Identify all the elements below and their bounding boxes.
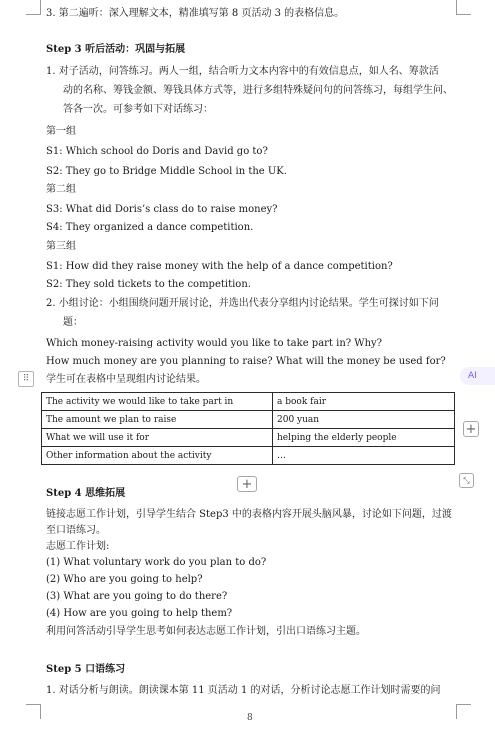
paragraph-line: 志愿工作计划:: [46, 541, 110, 552]
crop-mark-bottom-left: [26, 704, 41, 719]
paragraph-line: 1. 对话分析与朗读。朗读课本第 11 页活动 1 的对话，分析讨论志愿工作计划时需要的问: [46, 685, 441, 696]
table-cell[interactable]: The amount we plan to raise: [42, 411, 273, 429]
drag-handle-icon[interactable]: ⠿: [18, 371, 34, 387]
dialogue-line: S4: They organized a dance competition.: [46, 222, 254, 233]
step5-heading: Step 5 口语练习: [46, 664, 126, 675]
table-row: [42, 393, 455, 411]
table-cell[interactable]: Other information about the activity: [42, 447, 273, 465]
table-cell[interactable]: The activity we would like to take part in: [42, 393, 273, 411]
table-cell[interactable]: helping the elderly people: [273, 429, 455, 447]
plan-question: (3) What are you going to do there?: [46, 591, 228, 602]
dialogue-line: S1: How did they raise money with the help of a dance competition?: [46, 261, 393, 272]
step4-heading: Step 4 思维拓展: [46, 488, 126, 499]
table-cell[interactable]: 200 yuan: [273, 411, 455, 429]
group-label: 第二组: [46, 184, 76, 195]
paragraph-line: 3. 第二遍听：深入理解文本，精准填写第 8 页活动 3 的表格信息。: [46, 8, 345, 19]
plan-question: (2) Who are you going to help?: [46, 574, 203, 585]
add-row-plus-icon[interactable]: +: [237, 476, 257, 492]
paragraph-line: 1. 对子活动，问答练习。两人一组，结合听力文本内容中的有效信息点，如人名、筹款活: [46, 66, 439, 77]
paragraph-line: 至口语练习。: [46, 525, 106, 536]
paragraph-line: 链接志愿工作计划，引导学生结合 Step3 中的表格内容开展头脑风暴，讨论如下问题，过渡: [46, 509, 452, 520]
discussion-question: Which money-raising activity would you like to take part in? Why?: [46, 338, 383, 349]
table-cell[interactable]: …: [273, 447, 455, 465]
crop-mark-top-left: [26, 0, 41, 15]
dialogue-line: S3: What did Doris’s class do to raise money?: [46, 204, 278, 215]
ai-assistant-button[interactable]: AI: [460, 367, 495, 385]
dialogue-line: S2: They sold tickets to the competition.: [46, 279, 251, 290]
table-row: [42, 447, 455, 465]
dialogue-line: S2: They go to Bridge Middle School in the UK.: [46, 166, 287, 177]
plan-question: (4) How are you going to help them?: [46, 608, 233, 619]
table-row: [42, 429, 455, 447]
resize-icon[interactable]: ⤡: [459, 473, 474, 488]
table-cell[interactable]: What we will use it for: [42, 429, 273, 447]
discussion-table[interactable]: [41, 392, 455, 465]
paragraph-line: 动的名称、筹钱金额、筹钱具体方式等，进行多组特殊疑问句的问答练习，每组学生问、: [63, 85, 453, 96]
discussion-question: How much money are you planning to raise? What will the money be used for?: [46, 356, 446, 367]
plan-question: (1) What voluntary work do you plan to do?: [46, 557, 267, 568]
paragraph-line: 利用问答活动引导学生思考如何表达志愿工作计划，引出口语练习主题。: [46, 626, 366, 637]
dialogue-line: S1: Which school do Doris and David go to?: [46, 146, 268, 157]
group-label: 第一组: [46, 126, 76, 137]
step3-heading: Step 3 听后活动：巩固与拓展: [46, 44, 186, 55]
page-number: 8: [247, 713, 253, 723]
paragraph-line: 答各一次。可参考如下对话练习：: [63, 104, 213, 115]
add-column-plus-icon[interactable]: +: [463, 421, 479, 437]
table-cell[interactable]: a book fair: [273, 393, 455, 411]
table-row: [42, 411, 455, 429]
paragraph-line: 2. 小组讨论：小组围绕问题开展讨论，并选出代表分享组内讨论结果。学生可探讨如下问: [46, 298, 439, 309]
group-label: 第三组: [46, 241, 76, 252]
paragraph-line: 题：: [63, 317, 83, 328]
crop-mark-top-right: [456, 0, 471, 15]
crop-mark-bottom-right: [456, 704, 471, 719]
paragraph-line: 学生可在表格中呈现组内讨论结果。: [46, 374, 206, 385]
